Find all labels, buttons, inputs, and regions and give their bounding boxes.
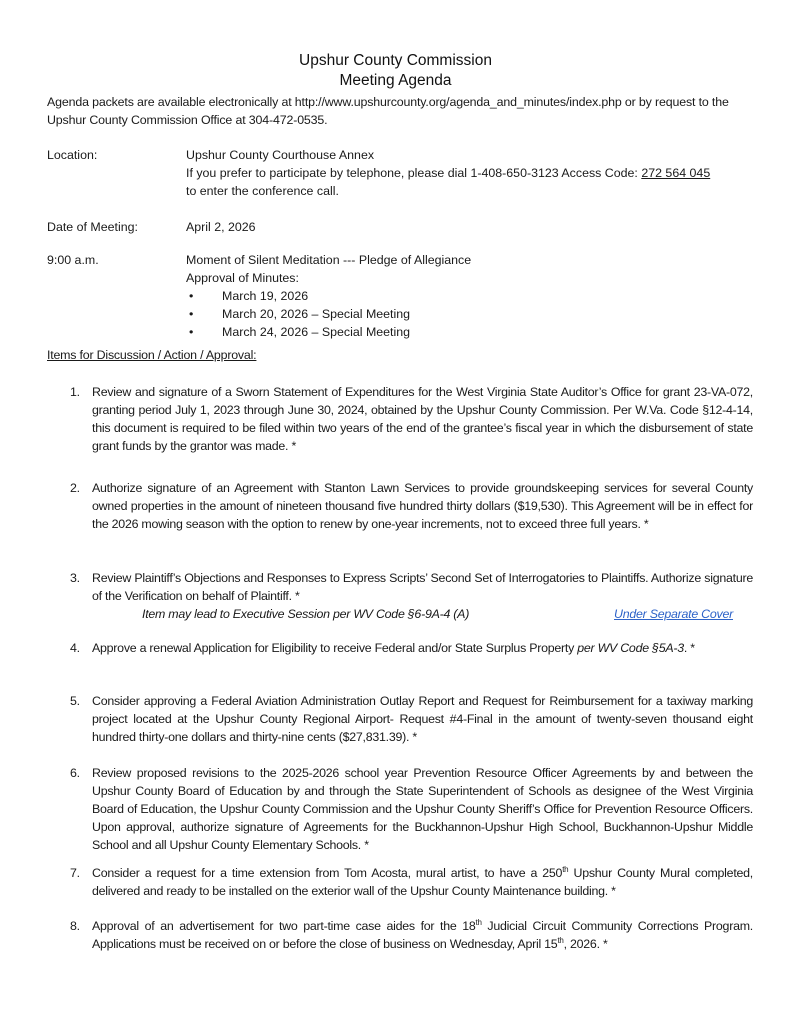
item-text: Consider a request for a time extension from Tom Acosta, mural artist, to have a 250th Upshur County Mural completed, delivered and ready to be installed on the exterior wall of the Upshur County Maintenance building. * xyxy=(92,865,753,898)
opening-value xyxy=(186,251,776,341)
intro-paragraph: Agenda packets are available electronically at http://www.upshurcounty.org/agenda_and_minutes/index.php or by request to the Upshur County Commission Office at 304-472-0535. xyxy=(47,95,729,127)
approval-of-minutes-label: Approval of Minutes: xyxy=(186,271,299,285)
document-title xyxy=(0,51,791,91)
access-code: 272 564 045 xyxy=(641,166,711,180)
item-text: Review proposed revisions to the 2025-2026 school year Prevention Resource Officer Agreements by and between the Upshur County Board of Education by and through the State Superintendent of Schools as designee of the West Virginia Board of Education, the Upshur County Commission and the Upshur County Sheriff’s Office for Prevention Resource Officers. Upon approval, authorize signature of Agreements for the Buckhannon-Upshur High School, Buckhannon-Upshur Middle School and all Upshur County Elementary Schools. * xyxy=(92,766,753,852)
wv-code-citation: per WV Code §5A-3 xyxy=(577,641,684,655)
item-number: 1. xyxy=(70,385,80,399)
agenda-item-3 xyxy=(70,569,753,623)
item-number: 3. xyxy=(70,571,80,585)
minutes-item: • March 19, 2026 xyxy=(189,289,309,303)
agenda-item-8 xyxy=(70,917,753,953)
item-body xyxy=(92,569,753,623)
phone-instructions: If you prefer to participate by telephone, please dial 1-408-650-3123 Access Code: xyxy=(186,166,642,180)
section-heading: Items for Discussion / Action / Approval: xyxy=(47,348,257,362)
item-number: 7. xyxy=(70,866,80,880)
bullet-icon: • xyxy=(189,289,194,303)
location-value xyxy=(186,146,776,200)
item-text: Approval of an advertisement for two part-time case aides for the 18th Judicial Circuit Community Corrections Program. Applications must be received on or before the close of business on Wednesday, April 15th, 2026. * xyxy=(92,918,753,951)
agenda-item-2 xyxy=(70,479,753,533)
agenda-item-5 xyxy=(70,692,753,746)
item-number: 2. xyxy=(70,481,80,495)
date-label: Date of Meeting: xyxy=(47,220,138,234)
item-number: 6. xyxy=(70,766,80,780)
location-venue: Upshur County Courthouse Annex xyxy=(186,148,375,162)
opening-time: 9:00 a.m. xyxy=(47,253,99,267)
title-line-2: Meeting Agenda xyxy=(339,72,452,89)
minutes-list xyxy=(186,287,776,341)
date-value: April 2, 2026 xyxy=(186,220,256,234)
location-label: Location: xyxy=(47,148,98,162)
executive-session-note xyxy=(92,605,753,623)
under-separate-cover-link[interactable]: Under Separate Cover xyxy=(614,607,733,621)
item-text: Authorize signature of an Agreement with Stanton Lawn Services to provide groundskeeping services for several County owned properties in the amount of nineteen thousand five hundred thirty dollars ($19,530). This Agreement will be in effect for the 2026 mowing season with the option to renew by one-year increments, not to exceed three full years. * xyxy=(92,481,753,531)
item-number: 8. xyxy=(70,919,80,933)
item-text: Review Plaintiff’s Objections and Responses to Express Scripts’ Second Set of Interrogatories to Plaintiffs. Authorize signature of the Verification on behalf of Plaintiff. * xyxy=(92,571,753,603)
meditation-pledge: Moment of Silent Meditation --- Pledge of Allegiance xyxy=(186,253,472,267)
bullet-icon: • xyxy=(189,325,194,339)
minutes-item: • March 20, 2026 – Special Meeting xyxy=(189,307,411,321)
bullet-icon: • xyxy=(189,307,194,321)
agenda-item-4 xyxy=(70,639,753,657)
item-number: 5. xyxy=(70,694,80,708)
location-phone-end: to enter the conference call. xyxy=(186,184,339,198)
agenda-item-7 xyxy=(70,864,753,900)
executive-session-text: Item may lead to Executive Session per WV Code §6-9A-4 (A) xyxy=(142,607,470,621)
title-line-1: Upshur County Commission xyxy=(299,52,492,69)
location-phone xyxy=(186,164,776,182)
agenda-item-6 xyxy=(70,764,753,854)
agenda-item-1 xyxy=(70,383,753,455)
minutes-item: • March 24, 2026 – Special Meeting xyxy=(189,325,411,339)
item-text: Consider approving a Federal Aviation Administration Outlay Report and Request for Reimbursement for a taxiway marking project located at the Upshur County Regional Airport- Request #4-Final in the amount of twenty-seven thousand eight hundred thirty-one dollars and thirty-nine cents ($27,831.39). * xyxy=(92,694,753,744)
item-text: Review and signature of a Sworn Statement of Expenditures for the West Virginia State Auditor’s Office for grant 23-VA-072, granting period July 1, 2023 through June 30, 2024, obtained by the Upshur County Commission. Per W.Va. Code §12-4-14, this document is required to be filed within two years of the end of the grantee’s fiscal year in which the disbursement of state grant funds by the grantor was made. * xyxy=(92,385,753,453)
item-text: Approve a renewal Application for Eligibility to receive Federal and/or State Surplus Property per WV Code §5A-3. * xyxy=(92,641,695,655)
item-number: 4. xyxy=(70,641,80,655)
